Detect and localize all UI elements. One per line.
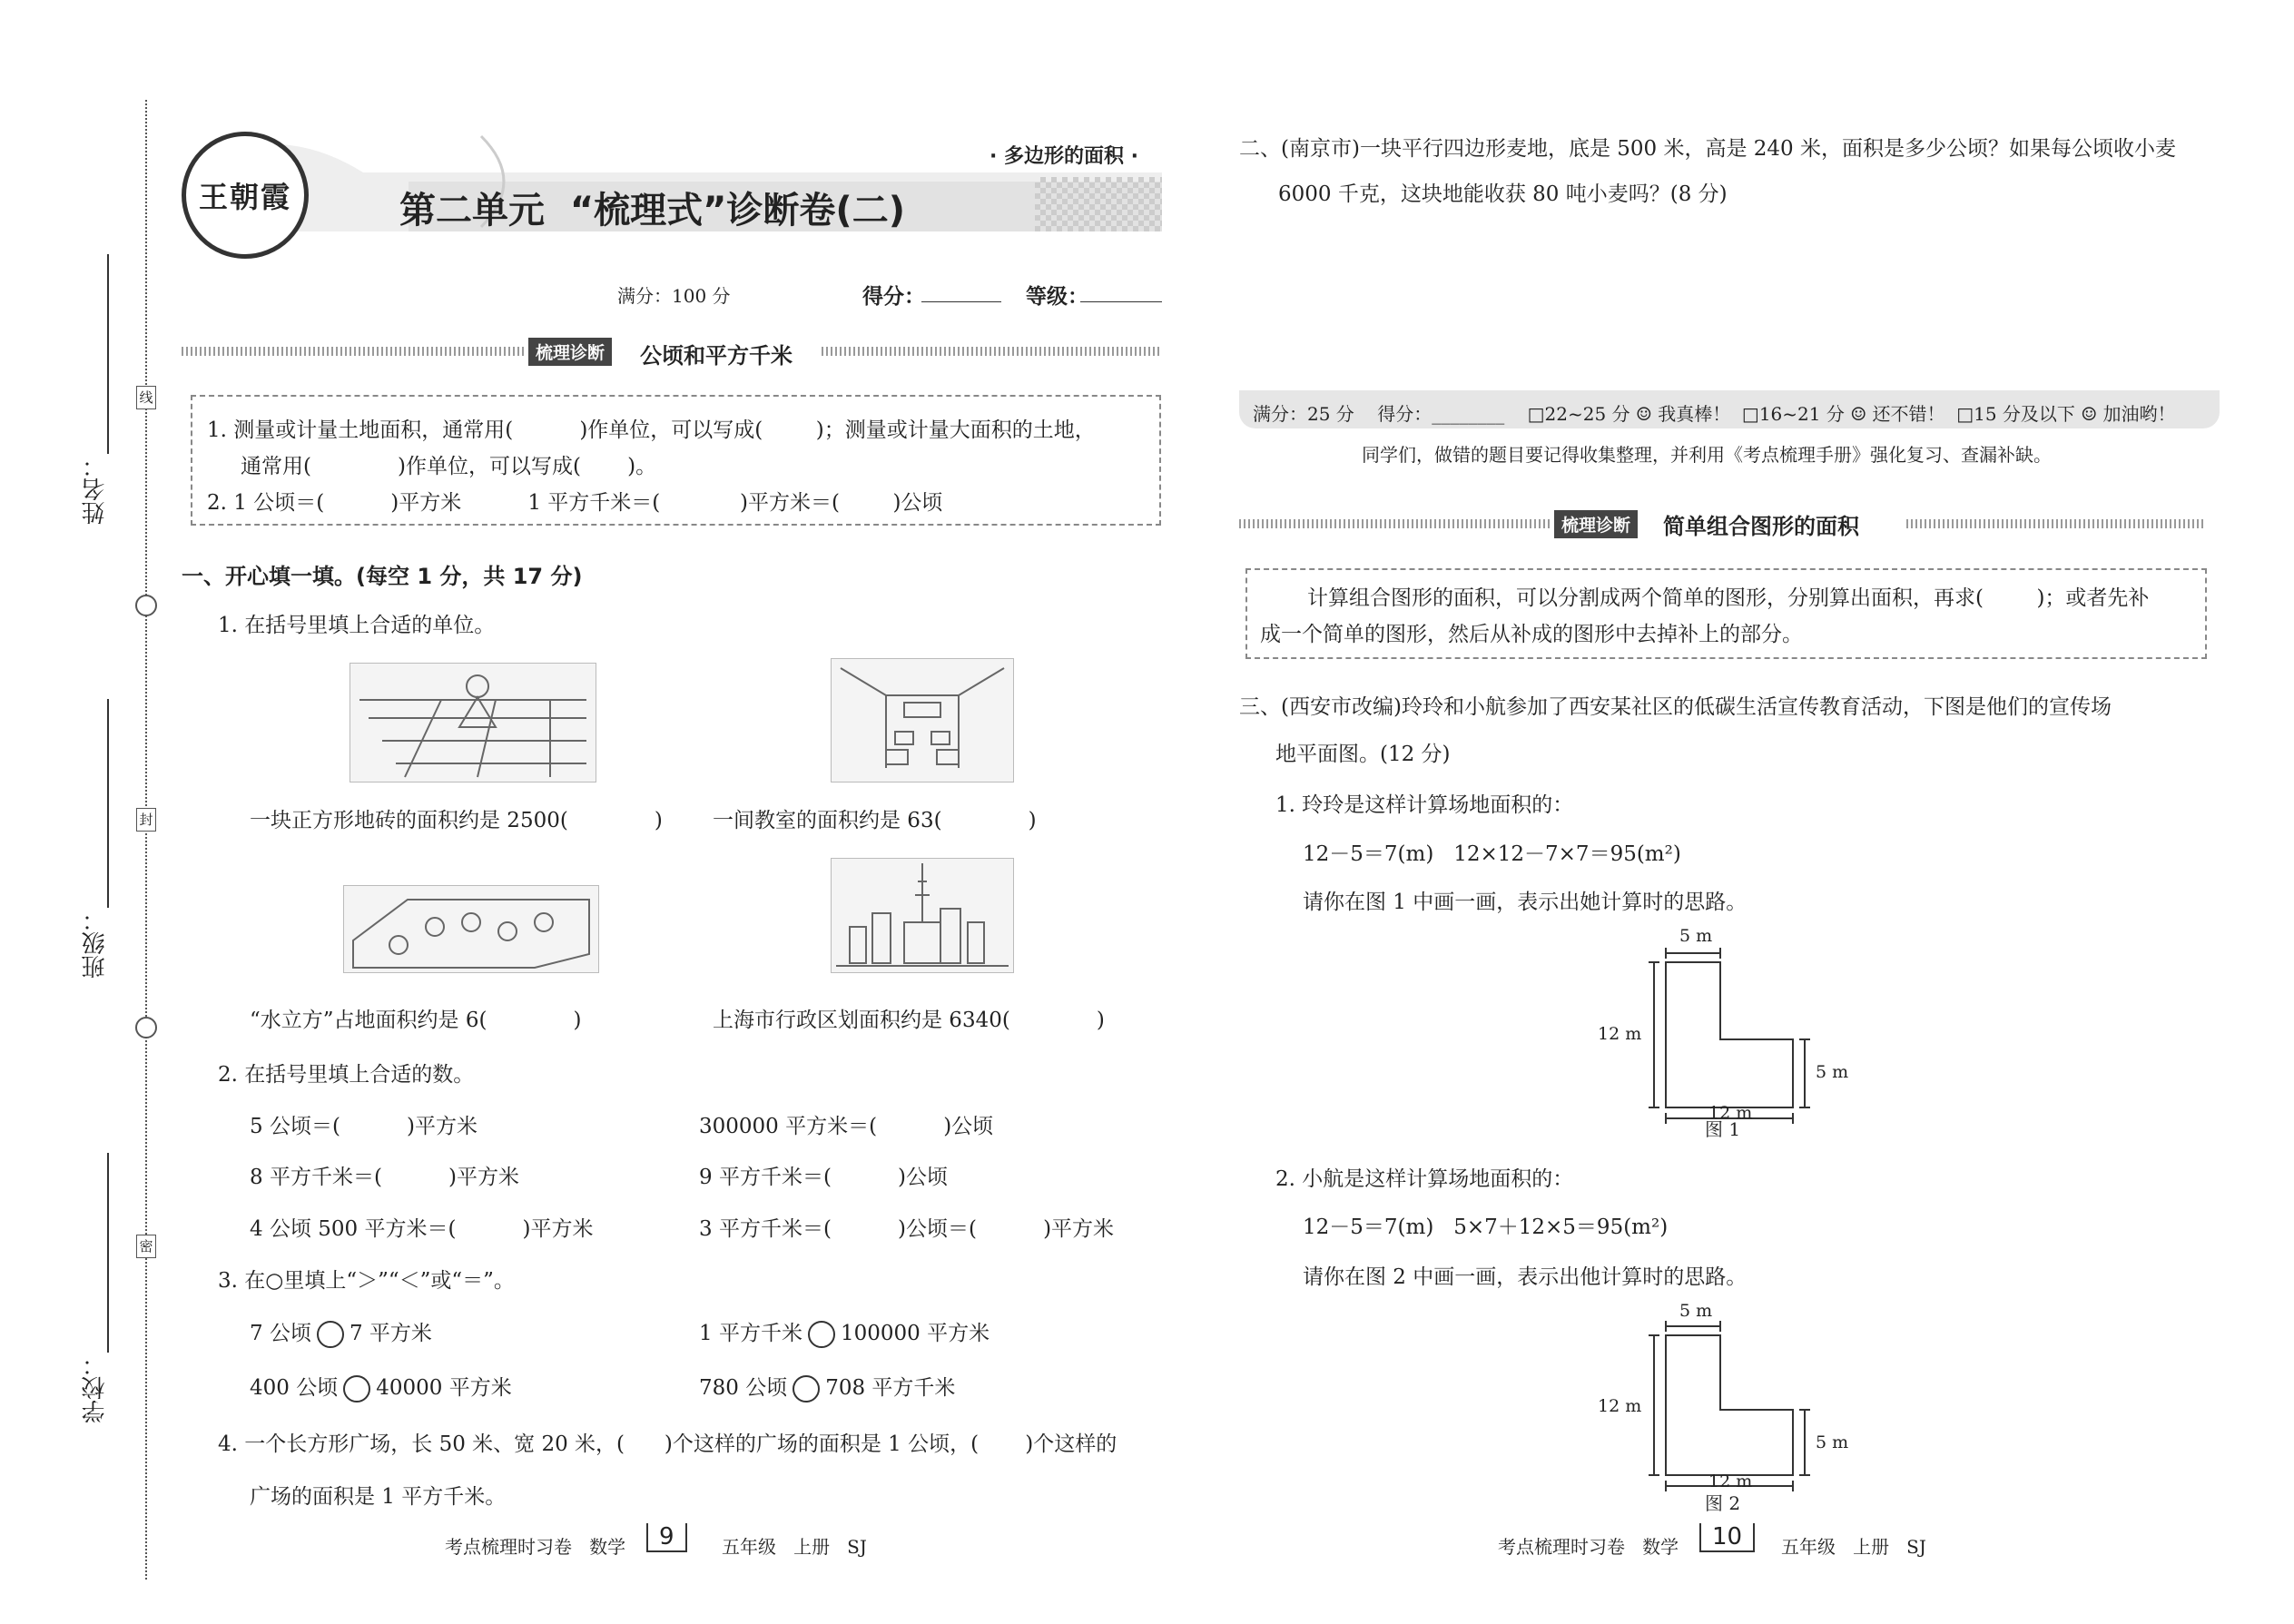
footer-right-publisher: 考点梳理时习卷 数学 [1498, 1536, 1679, 1558]
q-three-line-2: 地平面图。(12 分) [1275, 743, 1451, 766]
figure-1[interactable] [1598, 926, 1888, 1144]
footer-left-page-number [646, 1523, 687, 1552]
footer-left-grade: 五年级 上册 SJ [722, 1536, 867, 1558]
binding-dotted-line [145, 100, 147, 1580]
binding-ring-icon [135, 595, 157, 616]
review-box-2-line-1: 计算组合图形的面积，可以分割成两个简单的图形，分别算出面积，再求( )；或者先补 [1307, 586, 2150, 610]
compare-circle[interactable] [793, 1375, 820, 1403]
fig2-label-top: 5 m [1679, 1301, 1713, 1321]
q3-c-left: 400 公顷 [250, 1376, 339, 1400]
page-title: 第二单元 “梳理式”诊断卷(二) [399, 190, 905, 231]
q3-d-left: 780 公顷 [699, 1376, 788, 1400]
sub-q1-title: 1. 玲玲是这样计算场地面积的： [1275, 793, 1574, 817]
brand-logo-text: 王朝霞 [198, 180, 291, 214]
q3-b-right: 100000 平方米 [840, 1322, 990, 1345]
q2-item-d: 9 平方千米＝( )公顷 [699, 1166, 949, 1189]
classroom-illustration [831, 658, 1014, 782]
score-bar-text: 满分：25 分 得分：________ □22~25 分 ☺ 我真棒！ □16~21 分 ☺ 还不错！ □15 分及以下 ☺ 加油哟！ [1253, 403, 2176, 425]
score-field[interactable] [921, 301, 1001, 302]
q1-item-a: 一块正方形地砖的面积约是 2500( ) [250, 809, 663, 832]
seal-char-mi: 密 [136, 1235, 156, 1258]
q3-title: 3. 在○里填上“＞”“＜”或“＝”。 [218, 1269, 515, 1293]
review-note: 同学们，做错的题目要记得收集整理，并利用《考点梳理手册》强化复习、查漏补缺。 [1362, 444, 2052, 466]
q-three-line-1: 三、(西安市改编)玲玲和小航参加了西安某社区的低碳生活宣传教育活动，下图是他们的宣传场 [1239, 695, 2112, 719]
unit-topic: · 多边形的面积 · [989, 145, 1139, 168]
q3-d-right: 708 平方千米 [825, 1376, 956, 1400]
class-label: 班级： [82, 908, 109, 979]
q3-item-a [250, 1316, 432, 1348]
q3-a-right: 7 平方米 [349, 1322, 432, 1345]
figure-1-caption: 图 1 [1705, 1118, 1741, 1140]
figure-2[interactable] [1598, 1301, 1888, 1510]
section-divider-right-2 [1906, 519, 2206, 528]
compare-circle[interactable] [808, 1321, 835, 1348]
q-two-line-2: 6000 千克，这块地能收获 80 吨小麦吗？(8 分) [1278, 182, 1728, 206]
review-line-2: 通常用( )作单位，可以写成( )。 [241, 455, 657, 478]
q2-item-c: 8 平方千米＝( )平方米 [250, 1166, 520, 1189]
q3-item-c [250, 1371, 512, 1403]
section-divider-right [822, 347, 1162, 356]
grade-field[interactable] [1080, 301, 1162, 302]
q2-item-b: 300000 平方米＝( )公顷 [699, 1115, 994, 1138]
section-tag-2: 梳理诊断 [1554, 510, 1638, 538]
q3-b-left: 1 平方千米 [699, 1322, 802, 1345]
water-cube-illustration [343, 885, 599, 973]
figure-2-caption: 图 2 [1705, 1492, 1741, 1514]
checker-pattern [1035, 177, 1162, 231]
seal-char-feng: 封 [136, 808, 156, 832]
page-number: 10 [1699, 1523, 1755, 1552]
name-label: 姓名： [82, 454, 109, 525]
section-divider-left [182, 347, 527, 356]
brand-logo [182, 132, 309, 259]
section-title: 公顷和平方千米 [640, 343, 793, 369]
section-tag: 梳理诊断 [528, 338, 612, 366]
school-label: 学校： [82, 1353, 109, 1423]
section-divider-left-2 [1239, 519, 1552, 528]
q2-item-f: 3 平方千米＝( )公顷＝( )平方米 [699, 1217, 1115, 1241]
q1-item-c: “水立方”占地面积约是 6( ) [250, 1009, 582, 1032]
sub-q1-calc: 12－5＝7(m) 12×12－7×7＝95(m²) [1303, 842, 1681, 866]
footer-right-grade: 五年级 上册 SJ [1781, 1536, 1926, 1558]
page-number: 9 [646, 1523, 687, 1552]
shanghai-skyline-illustration [831, 858, 1014, 973]
fig2-label-right: 5 m [1816, 1432, 1849, 1452]
sub-q2-calc: 12－5＝7(m) 5×7＋12×5＝95(m²) [1303, 1216, 1669, 1239]
fig1-label-bottom: 12 m [1708, 1103, 1753, 1123]
q4-line-2: 广场的面积是 1 平方千米。 [250, 1485, 507, 1509]
sub-q2-title: 2. 小航是这样计算场地面积的： [1275, 1167, 1574, 1191]
full-score: 满分：100 分 [617, 285, 731, 307]
fig2-label-left: 12 m [1598, 1396, 1642, 1416]
q3-item-d [699, 1371, 955, 1403]
q3-c-right: 40000 平方米 [376, 1376, 512, 1400]
review-line-3: 2. 1 公顷＝( )平方米 1 平方千米＝( )平方米＝( )公顷 [207, 491, 943, 515]
review-box-2-line-2: 成一个简单的图形，然后从补成的图形中去掉补上的部分。 [1260, 623, 1803, 646]
sub-q1-ask: 请你在图 1 中画一画，表示出她计算时的思路。 [1303, 891, 1748, 914]
grade-label: 等级： [1026, 285, 1088, 309]
q2-title: 2. 在括号里填上合适的数。 [218, 1063, 475, 1087]
q3-item-b [699, 1316, 989, 1348]
fig2-label-bottom: 12 m [1708, 1471, 1753, 1491]
footer-right-page-number [1699, 1523, 1755, 1552]
q2-item-a: 5 公顷＝( )平方米 [250, 1115, 478, 1138]
compare-circle[interactable] [343, 1375, 370, 1403]
sub-q2-ask: 请你在图 2 中画一画，表示出他计算时的思路。 [1303, 1265, 1748, 1289]
fig1-label-right: 5 m [1816, 1062, 1849, 1082]
fig1-label-left: 12 m [1598, 1024, 1642, 1044]
compare-circle[interactable] [317, 1321, 344, 1348]
review-line-1: 1. 测量或计量土地面积，通常用( )作单位，可以写成( )；测量或计量大面积的土地， [207, 418, 1096, 442]
class-line [107, 699, 109, 908]
floor-tiler-illustration [350, 663, 596, 782]
q2-item-e: 4 公顷 500 平方米＝( )平方米 [250, 1217, 594, 1241]
q1-item-b: 一间教室的面积约是 63( ) [713, 809, 1037, 832]
section-title-2: 简单组合图形的面积 [1663, 514, 1859, 539]
seal-char-xian: 线 [136, 386, 156, 409]
school-line [107, 1153, 109, 1353]
q3-a-left: 7 公顷 [250, 1322, 311, 1345]
q1-item-d: 上海市行政区划面积约是 6340( ) [713, 1009, 1105, 1032]
name-line [107, 254, 109, 454]
fig1-label-top: 5 m [1679, 926, 1713, 946]
score-label: 得分： [862, 285, 925, 309]
q1-title: 1. 在括号里填上合适的单位。 [218, 614, 496, 637]
binding-ring-icon [135, 1017, 157, 1038]
q4-line-1: 4. 一个长方形广场，长 50 米、宽 20 米，( )个这样的广场的面积是 1 公顷，( )个这样的 [218, 1432, 1117, 1456]
footer-left-publisher: 考点梳理时习卷 数学 [445, 1536, 626, 1558]
q-two-line-1: 二、(南京市)一块平行四边形麦地，底是 500 米，高是 240 米，面积是多少公顷？如果每公顷收小麦 [1239, 137, 2176, 161]
part1-title: 一、开心填一填。(每空 1 分，共 17 分) [182, 564, 583, 589]
